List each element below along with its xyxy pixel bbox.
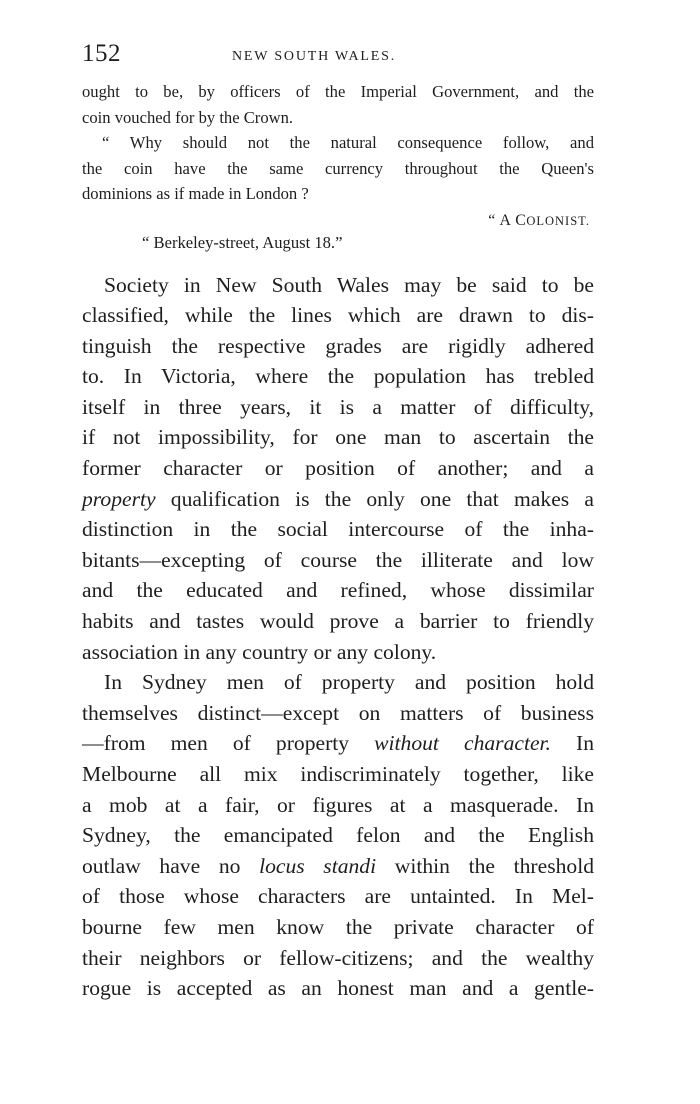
running-head <box>82 34 594 74</box>
text-fragment: —from men of property <box>82 731 375 756</box>
signature-small-caps: OLONIST. <box>526 213 590 228</box>
text-line: former character or position of another; and a <box>82 456 594 481</box>
text-fragment: within the threshold <box>376 853 594 878</box>
text-line <box>82 728 594 759</box>
text-line: bourne few men know the private character of <box>82 914 594 939</box>
letter-line: dominions as if made in London ? <box>82 184 309 203</box>
italic-phrase: locus standi <box>259 853 377 878</box>
paragraph-2 <box>82 667 594 1004</box>
letter-line: the coin have the same currency throughout the Queen's <box>82 158 594 178</box>
body-text <box>82 270 594 1004</box>
text-line: rogue is accepted as an honest man and a gentle- <box>82 976 594 1001</box>
page-number: 152 <box>82 40 121 67</box>
quoted-letter <box>82 79 594 254</box>
text-fragment: qualification is the only one that makes a <box>155 486 594 511</box>
text-line: themselves distinct—except on matters of business <box>82 700 594 725</box>
text-fragment: outlaw have no <box>82 853 260 878</box>
text-line <box>82 484 594 515</box>
text-line: distinction in the social intercourse of the inha- <box>82 517 594 542</box>
letter-line: coin vouched for by the Crown. <box>82 107 294 127</box>
signature-initial: C <box>515 211 527 229</box>
paragraph-1 <box>82 270 594 668</box>
text-line: Sydney, the emancipated felon and the English <box>82 823 594 848</box>
text-line: their neighbors or fellow-citizens; and the wealthy <box>82 945 594 970</box>
text-fragment: In <box>550 731 595 756</box>
text-line <box>82 851 594 882</box>
text-line: In Sydney men of property and position hold <box>104 670 594 695</box>
text-line: to. In Victoria, where the population has trebled <box>82 364 594 389</box>
letter-line: “ Why should not the natural consequence follow, and <box>102 133 594 152</box>
text-line: classified, while the lines which are drawn to dis- <box>82 303 594 328</box>
text-line: itself in three years, it is a matter of difficulty, <box>82 394 594 419</box>
signature-open: “ A <box>488 211 516 229</box>
text-line: bitants—excepting of course the illiterate and low <box>82 547 594 572</box>
letter-dateline: “ Berkeley-street, August 18.” <box>142 232 343 252</box>
letter-line: ought to be, by officers of the Imperial Government, and the <box>82 82 594 101</box>
text-line: Melbourne all mix indiscriminately together, like <box>82 762 594 786</box>
text-line: tinguish the respective grades are rigidly adhered <box>82 333 594 358</box>
running-title: NEW SOUTH WALES. <box>232 49 397 64</box>
text-line: and the educated and refined, whose dissimilar <box>82 578 594 603</box>
text-line: Society in New South Wales may be said to be <box>104 272 594 297</box>
italic-word: property <box>82 486 156 511</box>
italic-phrase: without character. <box>374 731 551 756</box>
text-line: if not impossibility, for one man to ascertain the <box>82 425 594 450</box>
letter-signature <box>82 208 594 234</box>
text-line: habits and tastes would prove a barrier to friendly <box>82 609 594 634</box>
book-page <box>82 34 594 1004</box>
text-line: a mob at a fair, or figures at a masquerade. In <box>82 792 594 817</box>
text-line: of those whose characters are untainted. In Mel- <box>82 884 594 909</box>
text-line: association in any country or any colony. <box>82 639 437 664</box>
